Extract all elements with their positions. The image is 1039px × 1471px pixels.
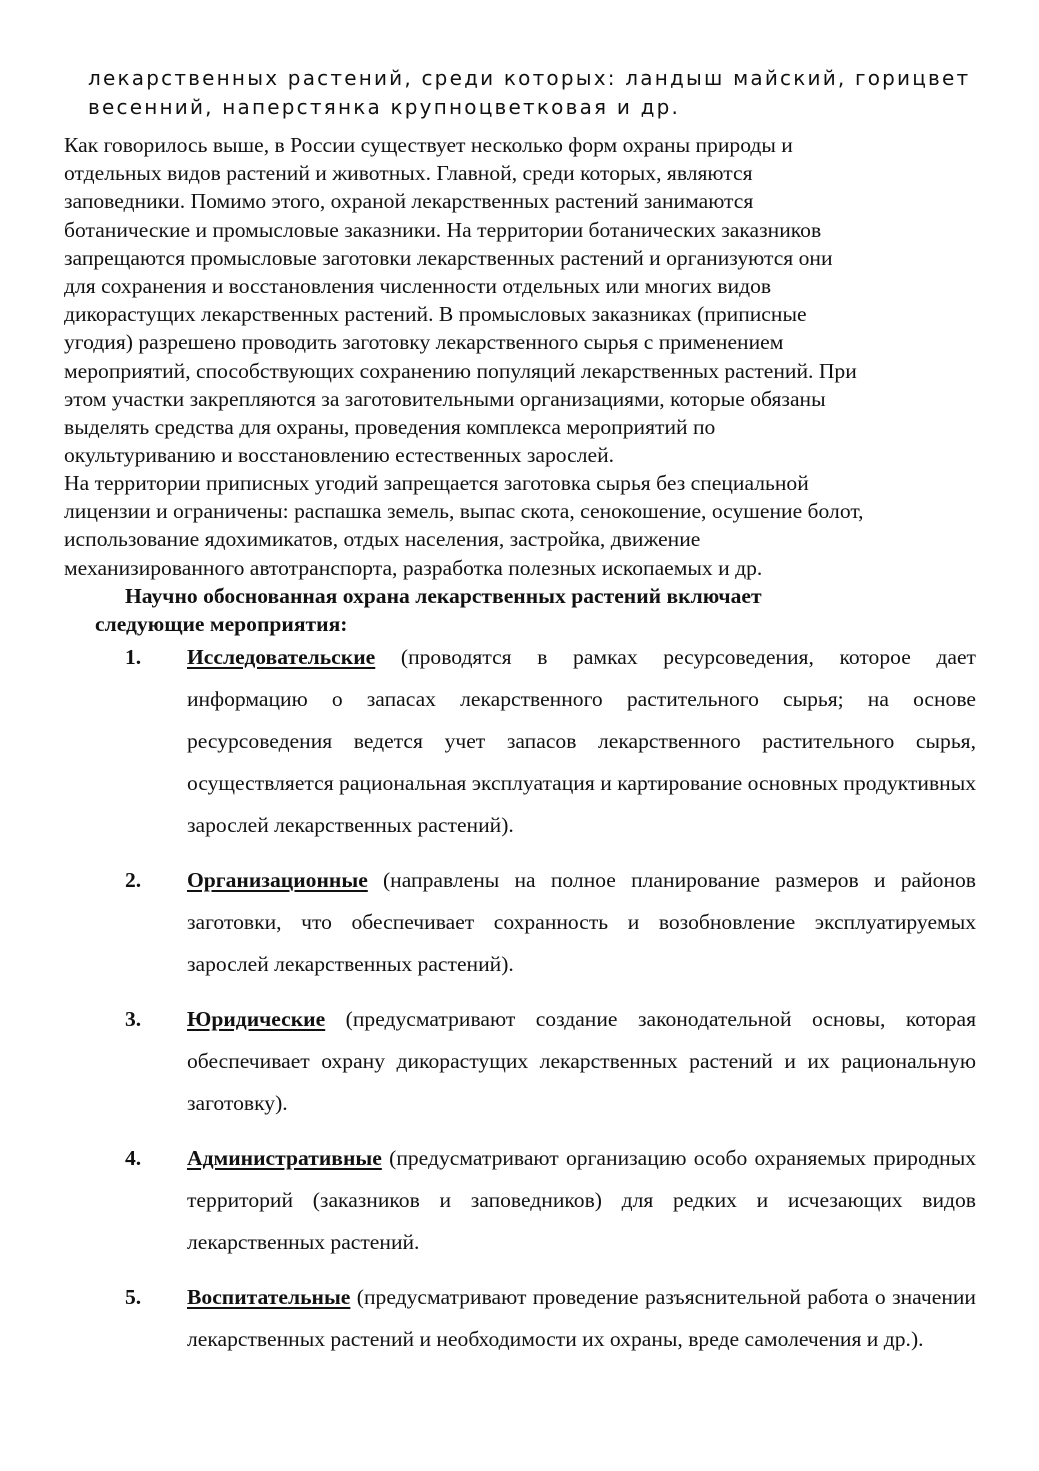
item-number: 1. xyxy=(125,645,142,669)
continuation-text xyxy=(88,64,988,122)
paragraph-line: лицензии и ограничены: распашка земель, выпас скота, сенокошение, осушение болот, xyxy=(64,499,864,524)
item-text xyxy=(187,859,976,985)
continuation-line-1: лекарственных растений, среди которых: ландыш майский, горицвет xyxy=(88,66,971,90)
list-item xyxy=(0,1276,1039,1360)
item-text xyxy=(187,998,976,1124)
list-item xyxy=(0,1137,1039,1263)
paragraph-line: этом участки закрепляются за заготовительными организациями, которые обязаны xyxy=(64,386,826,411)
paragraph-line: ботанические и промысловые заказники. На территории ботанических заказников xyxy=(64,217,822,242)
item-term: Административные xyxy=(187,1146,382,1170)
list-item xyxy=(0,859,1039,985)
paragraph-line: отдельных видов растений и животных. Главной, среди которых, являются xyxy=(64,161,753,186)
paragraph-line: окультуриванию и восстановлению естественных зарослей. xyxy=(64,443,615,468)
list-item xyxy=(0,998,1039,1124)
item-term: Юридические xyxy=(187,1007,326,1031)
item-term: Организационные xyxy=(187,868,368,892)
item-description: (проводятся в рамках ресурсоведения, которое дает информацию о запасах лекарственного растительного сырья; на основе ресурсоведения ведется учет запасов лекарственного растительного сырья, осуществляется рациональная эксплуатация и картирование основных продуктивных зарослей лекарственных растений). xyxy=(187,645,976,837)
continuation-line-2: весенний, наперстянка крупноцветковая и др. xyxy=(88,95,681,119)
item-number: 2. xyxy=(125,868,142,892)
item-description: (предусматривают проведение разъяснительной работа о значении лекарственных растений и необходимости их охраны, вреде самолечения и др.). xyxy=(187,1285,976,1351)
item-number: 5. xyxy=(125,1285,142,1309)
item-number: 4. xyxy=(125,1146,142,1170)
paragraph-line: дикорастущих лекарственных растений. В промысловых заказниках (приписные xyxy=(64,302,807,327)
heading-line-1: Научно обоснованная охрана лекарственных растений включает xyxy=(125,584,762,608)
item-number: 3. xyxy=(125,1007,142,1031)
paragraph-forms-of-protection xyxy=(64,131,1004,469)
item-description: (направлены на полное планирование размеров и районов заготовки, что обеспечивает сохранность и возобновление эксплуатируемых зарослей лекарственных растений). xyxy=(187,868,976,976)
measures-heading xyxy=(64,582,1004,638)
paragraph-line: выделять средства для охраны, проведения комплекса мероприятий по xyxy=(64,415,716,440)
item-term: Исследовательские xyxy=(187,645,376,669)
paragraph-line: заповедники. Помимо этого, охраной лекарственных растений занимаются xyxy=(64,189,754,214)
paragraph-restrictions xyxy=(64,469,1004,582)
paragraph-line: мероприятий, способствующих сохранению популяций лекарственных растений. При xyxy=(64,358,857,383)
paragraph-line: запрещаются промысловые заготовки лекарственных растений и организуются они xyxy=(64,245,833,270)
item-text xyxy=(187,636,976,846)
paragraph-line: На территории приписных угодий запрещается заготовка сырья без специальной xyxy=(64,471,809,495)
item-text xyxy=(187,1137,976,1263)
paragraph-line: механизированного автотранспорта, разработка полезных ископаемых и др. xyxy=(64,555,763,580)
item-term: Воспитательные xyxy=(187,1285,351,1309)
paragraph-line: угодия) разрешено проводить заготовку лекарственного сырья с применением xyxy=(64,330,784,355)
measures-list xyxy=(0,636,1039,1373)
paragraph-line: использование ядохимикатов, отдых населения, застройка, движение xyxy=(64,527,701,552)
item-description: (предусматривают организацию особо охраняемых природных территорий (заказников и заповедников) для редких и исчезающих видов лекарственных растений. xyxy=(187,1146,976,1254)
item-text xyxy=(187,1276,976,1360)
item-description: (предусматривают создание законодательной основы, которая обеспечивает охрану дикорастущих лекарственных растений и их рациональную заготовку). xyxy=(187,1007,976,1115)
paragraph-line: для сохранения и восстановления численности отдельных или многих видов xyxy=(64,274,772,299)
list-item xyxy=(0,636,1039,846)
heading-line-2: следующие мероприятия: xyxy=(95,612,348,636)
paragraph-line: Как говорилось выше, в России существует несколько форм охраны природы и xyxy=(64,133,793,157)
